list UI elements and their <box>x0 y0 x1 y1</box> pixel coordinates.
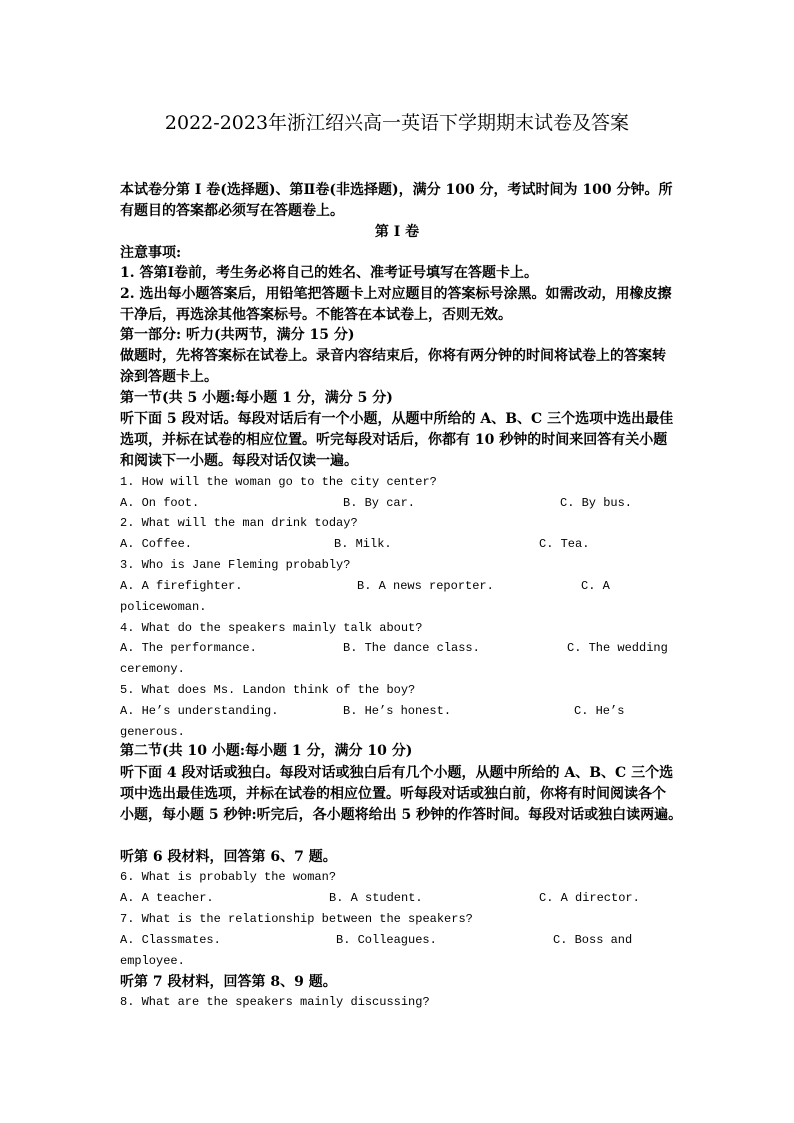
option-a: A. He’s understanding. <box>120 704 279 718</box>
section1-heading: 第一节(共 5 小题:每小题 1 分，满分 5 分) <box>120 390 393 406</box>
notes-heading: 注意事项: <box>120 245 182 261</box>
question-3: 3. Who is Jane Fleming probably? <box>120 558 351 572</box>
option-c-continued: ceremony. <box>120 662 185 676</box>
volume-heading: 第 Ⅰ 卷 <box>374 224 420 240</box>
section1-instruction: 选项，并标在试卷的相应位置。听完每段对话后，你都有 10 秒钟的时间来回答有关小题 <box>120 432 668 448</box>
note-item: 1. 答第Ⅰ卷前，考生务必将自己的姓名、准考证号填写在答题卡上。 <box>120 265 539 281</box>
note-item: 2. 选出每小题答案后，用铅笔把答题卡上对应题目的答案标号涂黑。如需改动，用橡皮擦 <box>120 286 672 302</box>
option-a: A. The performance. <box>120 641 257 655</box>
option-a: A. On foot. <box>120 496 200 510</box>
question-4: 4. What do the speakers mainly talk about? <box>120 621 423 635</box>
question-2: 2. What will the man drink today? <box>120 516 358 530</box>
option-c: C. A <box>581 579 610 593</box>
section2-instruction: 项中选出最佳选项，并标在试卷的相应位置。听每段对话或独白前，你将有时间阅读各个 <box>120 786 666 802</box>
option-c: C. Boss and <box>553 933 633 947</box>
question-5: 5. What does Ms. Landon think of the boy? <box>120 683 416 697</box>
option-a: A. Classmates. <box>120 933 221 947</box>
option-c: C. A director. <box>539 891 640 905</box>
question-1: 1. How will the woman go to the city center? <box>120 475 437 489</box>
part1-heading: 第一部分: 听力(共两节，满分 15 分) <box>120 327 355 343</box>
question-7: 7. What is the relationship between the speakers? <box>120 912 473 926</box>
section2-heading: 第二节(共 10 小题:每小题 1 分，满分 10 分) <box>120 743 413 759</box>
document-title: 2022-2023年浙江绍兴高一英语下学期期末试卷及答案 <box>164 112 630 134</box>
material-6-heading: 听第 6 段材料，回答第 6、7 题。 <box>120 849 337 865</box>
option-b: B. A news reporter. <box>357 579 494 593</box>
option-c: C. By bus. <box>560 496 633 510</box>
option-c-continued: employee. <box>120 954 185 968</box>
option-b: B. He’s honest. <box>343 704 452 718</box>
part1-instruction: 涂到答题卡上。 <box>120 369 218 385</box>
option-a: A. A firefighter. <box>120 579 243 593</box>
note-item: 干净后，再选涂其他答案标号。不能答在本试卷上，否则无效。 <box>120 307 512 323</box>
intro-line: 有题目的答案都必须写在答题卷上。 <box>120 203 344 219</box>
option-c: C. Tea. <box>539 537 590 551</box>
option-c: C. He’s <box>574 704 625 718</box>
option-a: A. Coffee. <box>120 537 193 551</box>
section1-instruction: 和阅读下一小题。每段对话仅读一遍。 <box>120 453 358 469</box>
option-b: B. By car. <box>343 496 416 510</box>
section2-instruction: 小题，每小题 5 秒钟:听完后，各小题将给出 5 秒钟的作答时间。每段对话或独白读两遍。 <box>120 807 683 823</box>
option-b: B. Milk. <box>334 537 392 551</box>
material-7-heading: 听第 7 段材料，回答第 8、9 题。 <box>120 974 337 990</box>
part1-instruction: 做题时，先将答案标在试卷上。录音内容结束后，你将有两分钟的时间将试卷上的答案转 <box>120 348 666 364</box>
question-8: 8. What are the speakers mainly discussing? <box>120 995 430 1009</box>
section2-instruction: 听下面 4 段对话或独白。每段对话或独白后有几个小题，从题中所给的 A、B、C 三个选 <box>120 765 674 781</box>
intro-line: 本试卷分第 Ⅰ 卷(选择题)、第Ⅱ卷(非选择题)，满分 100 分，考试时间为 100 分钟。所 <box>120 182 673 198</box>
question-6: 6. What is probably the woman? <box>120 870 337 884</box>
option-b: B. A student. <box>329 891 423 905</box>
option-c-continued: policewoman. <box>120 600 207 614</box>
option-b: B. Colleagues. <box>336 933 437 947</box>
section1-instruction: 听下面 5 段对话。每段对话后有一个小题，从题中所给的 A、B、C 三个选项中选出最佳 <box>120 411 674 427</box>
option-c-continued: generous. <box>120 725 185 739</box>
option-a: A. A teacher. <box>120 891 214 905</box>
option-c: C. The wedding <box>567 641 668 655</box>
option-b: B. The dance class. <box>343 641 480 655</box>
